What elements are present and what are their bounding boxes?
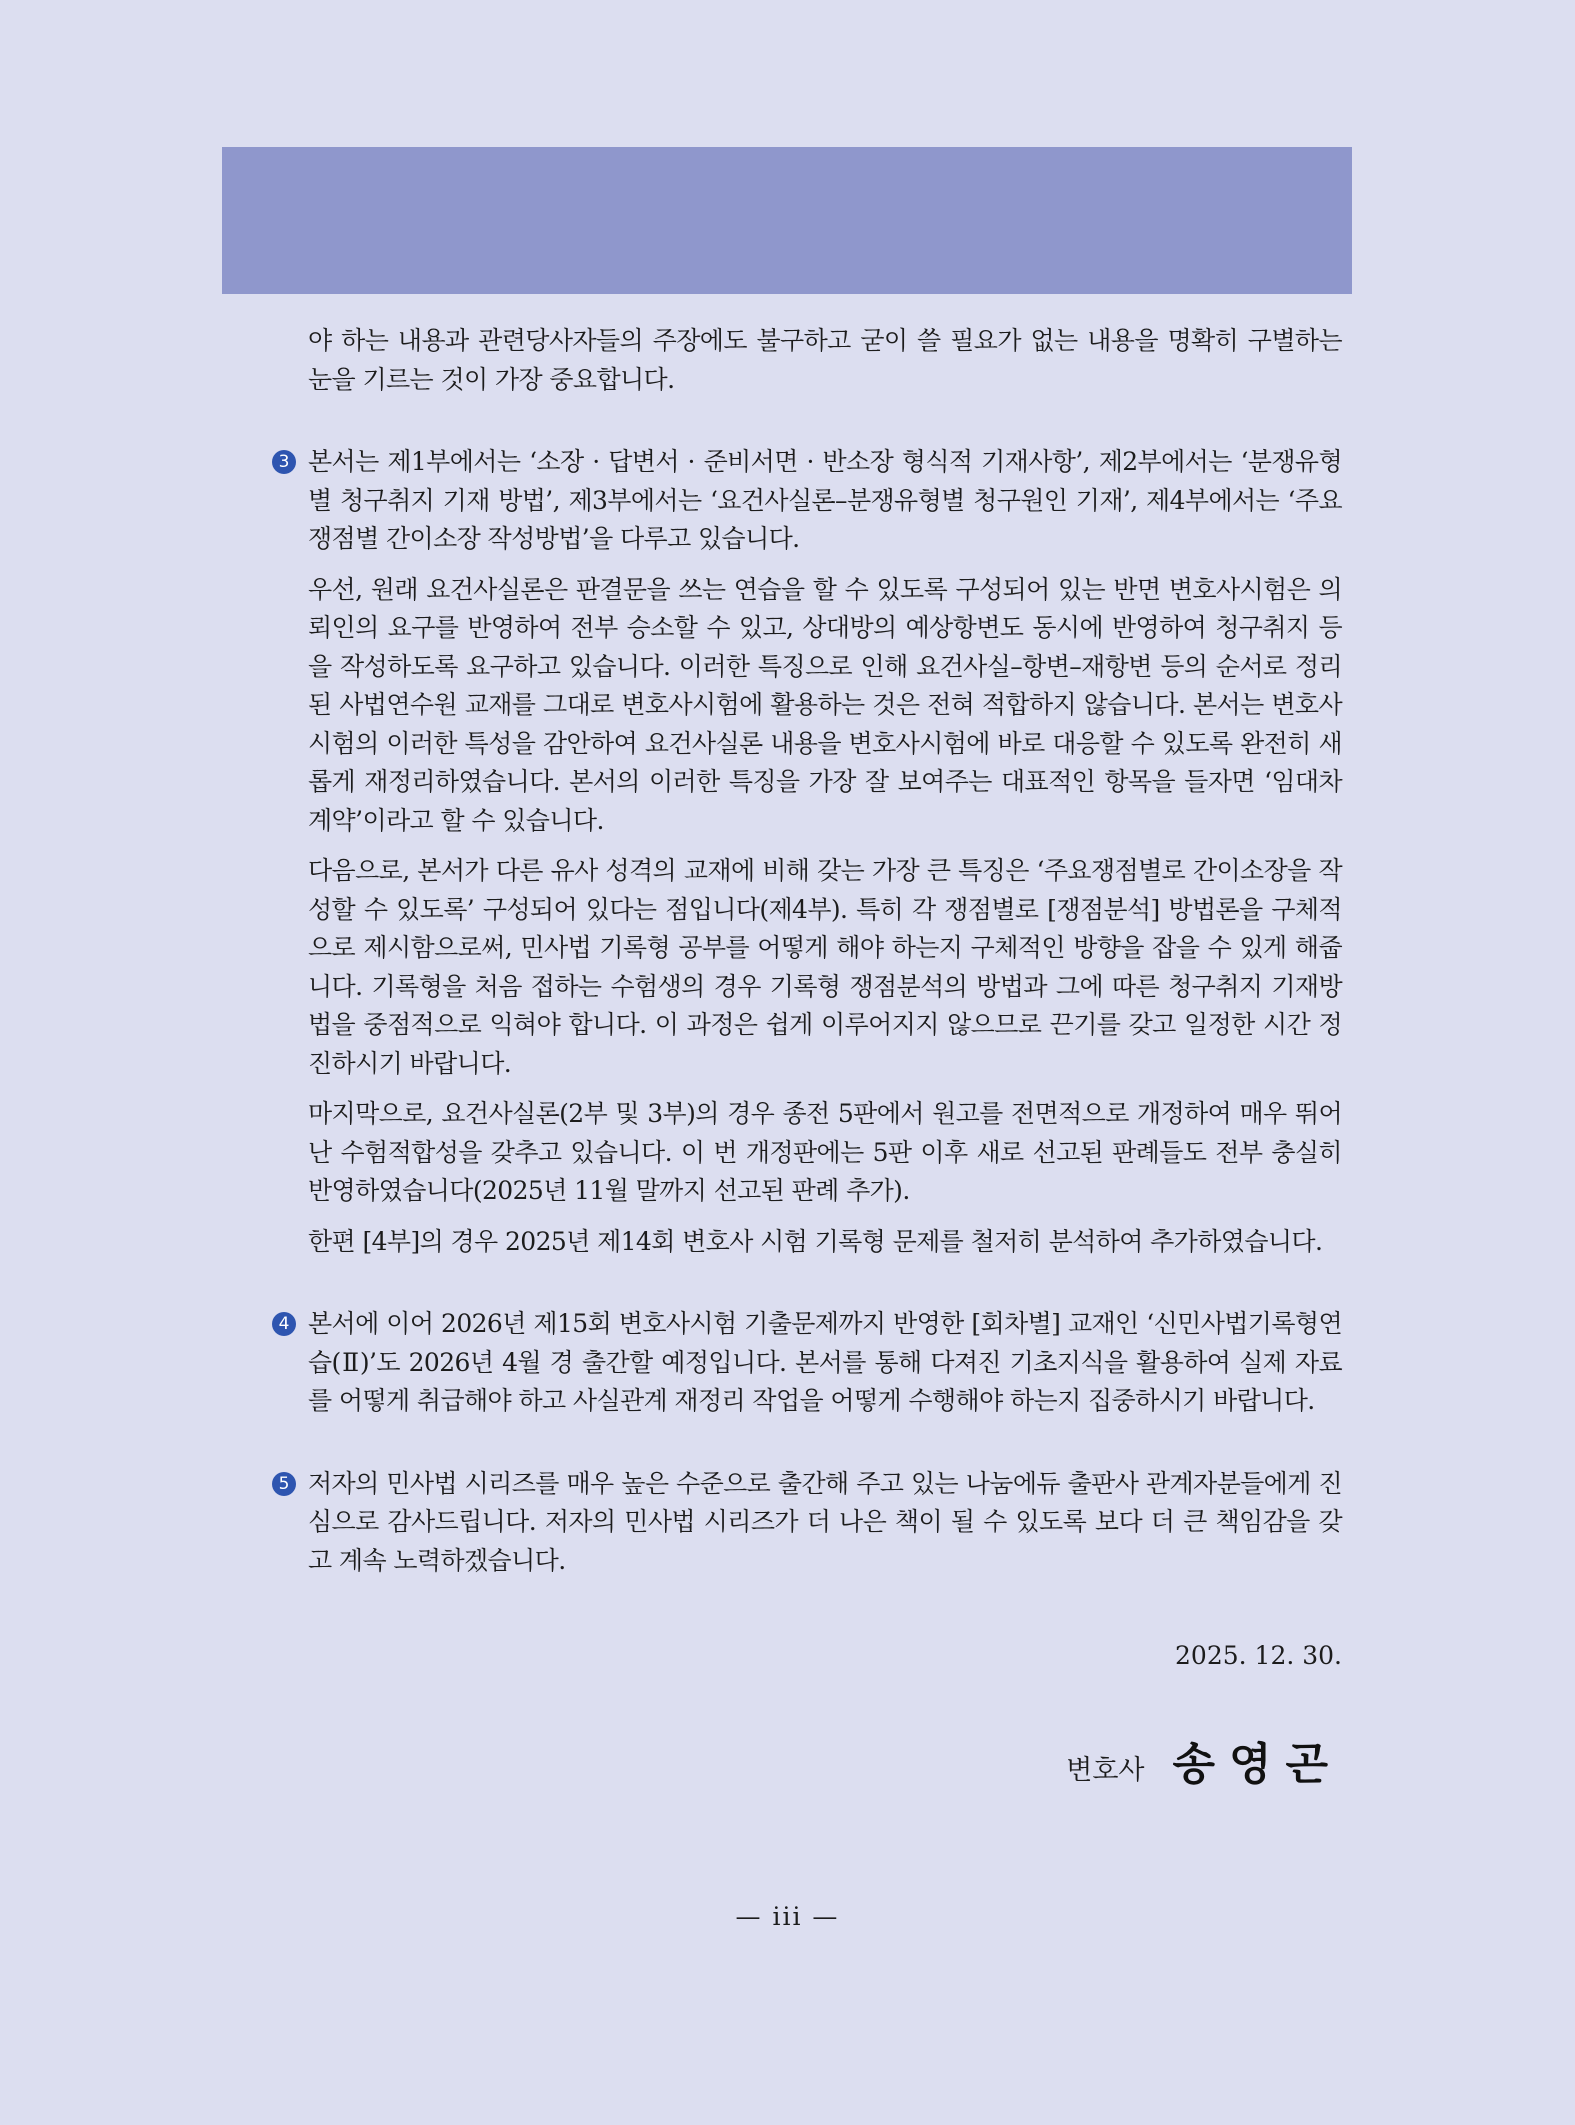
list-item-4-label: 본서에 이어 2026년 제15회 변호사시험 기출문제까지 반영한 [회차별] 교재인 ‘신민사법기록형연습(Ⅱ)’도 2026년 4월 경 출간할 예정입니다. 본서를 통해 다져진 기초지식을 활용하여 실제 자료를 어떻게 취급해야 하고 사실관계 재정리 작업을 어떻게 수행해야 하는지 집중하시기 바랍니다. xyxy=(308,1309,1342,1415)
list-item-5-text xyxy=(272,1465,1342,1581)
list-item-3 xyxy=(272,443,1342,1261)
date-line: 2025. 12. 30. xyxy=(1175,1641,1342,1670)
paragraph-next: 다음으로, 본서가 다른 유사 성격의 교재에 비해 갖는 가장 큰 특징은 ‘주요쟁점별로 간이소장을 작성할 수 있도록’ 구성되어 있다는 점입니다(제4부). 특히 각 쟁점별로 [쟁점분석] 방법론을 구체적으로 제시함으로써, 민사법 기록형 공부를 어떻게 해야 하는지 구체적인 방향을 잡을 수 있게 해줍니다. 기록형을 처음 접하는 수험생의 경우 기록형 쟁점분석의 방법과 그에 따른 청구취지 기재방법을 중점적으로 익혀야 합니다. 이 과정은 쉽게 이루어지지 않으므로 끈기를 갖고 일정한 시간 정진하시기 바랍니다. xyxy=(308,856,1342,1078)
list-item-3-text xyxy=(272,443,1342,559)
header-band xyxy=(222,147,1352,294)
list-item-3-label: 본서는 제1부에서는 ‘소장 · 답변서 · 준비서면 · 반소장 형식적 기재사항’, 제2부에서는 ‘분쟁유형별 청구취지 기재 방법’, 제3부에서는 ‘요건사실론–분쟁유형별 청구원인 기재’, 제4부에서는 ‘주요쟁점별 간이소장 작성방법’을 다루고 있습니다. xyxy=(308,447,1342,553)
paragraph-first: 우선, 원래 요건사실론은 판결문을 쓰는 연습을 할 수 있도록 구성되어 있는 반면 변호사시험은 의뢰인의 요구를 반영하여 전부 승소할 수 있고, 상대방의 예상항변도 동시에 반영하여 청구취지 등을 작성하도록 요구하고 있습니다. 이러한 특징으로 인해 요건사실–항변–재항변 등의 순서로 정리된 사법연수원 교재를 그대로 변호사시험에 활용하는 것은 전혀 적합하지 않습니다. 본서는 변호사시험의 이러한 특성을 감안하여 요건사실론 내용을 변호사시험에 바로 대응할 수 있도록 완전히 새롭게 재정리하였습니다. 본서의 이러한 특징을 가장 잘 보여주는 대표적인 항목을 들자면 ‘임대차계약’이라고 할 수 있습니다. xyxy=(308,574,1342,835)
number-badge-5: 5 xyxy=(272,1472,296,1496)
list-item-4 xyxy=(272,1305,1342,1421)
intro-paragraph: 야 하는 내용과 관련당사자들의 주장에도 불구하고 굳이 쓸 필요가 없는 내용을 명확히 구별하는 눈을 기르는 것이 가장 중요합니다. xyxy=(308,326,1342,394)
preface-body xyxy=(272,322,1342,1580)
number-badge-3: 3 xyxy=(272,450,296,474)
list-item-5 xyxy=(272,1465,1342,1581)
list-item-4-text xyxy=(272,1305,1342,1421)
page-number: — iii — xyxy=(735,1902,840,1931)
signature-block xyxy=(1066,1728,1342,1792)
paragraph-meanwhile: 한편 [4부]의 경우 2025년 제14회 변호사 시험 기록형 문제를 철저히 분석하여 추가하였습니다. xyxy=(308,1226,1323,1256)
list-item-5-label: 저자의 민사법 시리즈를 매우 높은 수준으로 출간해 주고 있는 나눔에듀 출판사 관계자분들에게 진심으로 감사드립니다. 저자의 민사법 시리즈가 더 나은 책이 될 수 있도록 보다 더 큰 책임감을 갖고 계속 노력하겠습니다. xyxy=(308,1468,1342,1575)
signature-title: 변호사 xyxy=(1066,1755,1145,1786)
signature-name: 송영곤 xyxy=(1172,1739,1342,1790)
number-badge-4: 4 xyxy=(272,1312,296,1336)
paragraph-last: 마지막으로, 요건사실론(2부 및 3부)의 경우 종전 5판에서 원고를 전면적으로 개정하여 매우 뛰어난 수험적합성을 갖추고 있습니다. 이 번 개정판에는 5판 이후 새로 선고된 판례들도 전부 충실히 반영하였습니다(2025년 11월 말까지 선고된 판례 추가). xyxy=(308,1099,1342,1205)
